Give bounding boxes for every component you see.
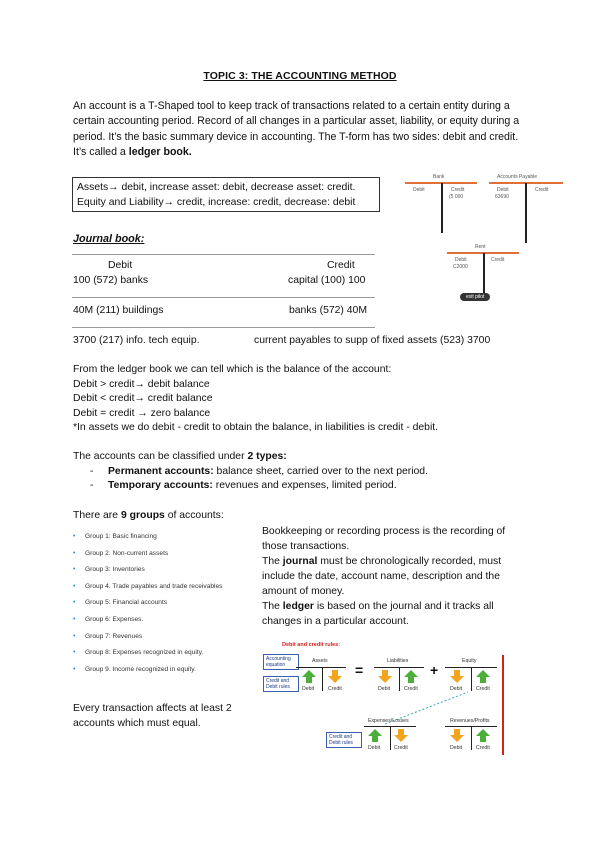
revenues-debit-label: Debit [450, 745, 463, 751]
group-label: Group 6: Expenses. [85, 615, 144, 623]
bank-divider [441, 183, 443, 233]
ledger-post: is based on the journal and it tracks all changes in a particular account. [262, 601, 494, 627]
bookkeeping-p3 [262, 599, 530, 629]
t-account-diagram [405, 172, 565, 307]
assets-credit-label: Credit [328, 686, 342, 692]
classification-intro [73, 450, 428, 465]
journal-row-3-debit: 3700 (217) info. tech equip. [73, 335, 200, 346]
equity-debit-arrow-down-icon [450, 670, 464, 683]
ledger-pre: The [262, 601, 283, 612]
group-item: • Group 5: Financial accounts [73, 599, 168, 607]
ap-title: Accounts Payable [497, 174, 538, 180]
balance-line-2: Debit < credit→ credit balance [73, 393, 213, 404]
group-item: • Group 4. Trade payables and trade receivables [73, 582, 223, 590]
temporary-text: revenues and expenses, limited period. [212, 480, 397, 491]
revenues-credit-arrow-up-icon [476, 729, 490, 742]
journal-rule-3 [72, 327, 375, 328]
liabilities-debit-arrow-down-icon [378, 670, 392, 683]
intro-text: An account is a T-Shaped tool to keep track of transactions related to a certain entity during a certain accounting period. Record of all changes in a particular asset, liability, or equity during a period. It’s the basic summary device in accounting. The T-form has two sides: debit and credit. It’s called a [73, 100, 520, 159]
journal-post: must be chronologically recorded, must include the date, account name, description and the amount of money. [262, 556, 502, 597]
rent-debit-value: C2000 [453, 264, 468, 270]
bank-credit-value: (5 000 [449, 194, 464, 200]
bookkeeping-paragraph [262, 524, 530, 629]
groups-intro-pre: There are [73, 510, 121, 521]
journal-rule-2 [72, 297, 375, 298]
group-label: Group 5: Financial accounts [85, 599, 168, 607]
equity-credit-label: Credit [476, 686, 490, 692]
ap-debit: Debit [497, 187, 509, 193]
equity-label: Equity [462, 658, 477, 664]
expenses-label: Expenses/Losses [368, 718, 409, 724]
assets-divider [322, 667, 323, 691]
bookkeeping-p1: Bookkeeping or recording process is the recording of those transactions. [262, 526, 506, 552]
bank-title: Bank [433, 174, 445, 180]
intro-paragraph [73, 99, 528, 161]
rule-line-2: Equity and Liability→ credit, increase: credit, decrease: debit [77, 197, 356, 208]
equity-debit-label: Debit [450, 686, 463, 692]
classification-item-2: - Temporary accounts: revenues and expenses, limited period. [90, 480, 397, 491]
revenues-debit-arrow-down-icon [450, 729, 464, 742]
group-label: Group 2. Non-current assets [85, 549, 169, 557]
balance-section [73, 363, 438, 436]
groups-intro-bold: 9 groups [120, 510, 165, 521]
expenses-divider [390, 726, 391, 750]
rent-divider [483, 253, 485, 293]
journal-credit-header: Credit [327, 260, 355, 271]
permanent-text: balance sheet, carried over to the next period. [213, 465, 428, 477]
journal-row-2-debit: 40M (211) buildings [73, 305, 164, 316]
assets-debit-label: Debit [302, 686, 315, 692]
liabilities-credit-label: Credit [404, 686, 418, 692]
rule-box [72, 177, 380, 212]
classification-intro-text: The accounts can be classified under [73, 451, 248, 462]
group-item: • Group 9. Income recognized in equity. [73, 665, 196, 673]
groups-intro [73, 509, 224, 524]
assets-debit-arrow-up-icon [302, 670, 316, 683]
rules-box: Credit and Debit rules [263, 676, 299, 692]
permanent-label: Permanent accounts: [108, 465, 214, 477]
lower-rules-box: Credit and Debit rules [326, 732, 362, 748]
group-label: Group 7: Revenues [85, 632, 143, 640]
journal-heading: Journal book: [73, 233, 145, 245]
expenses-credit-arrow-down-icon [394, 729, 408, 742]
group-item: • Group 1: Basic financing [73, 533, 157, 540]
liabilities-credit-arrow-up-icon [404, 670, 418, 683]
every-transaction-text: Every transaction affects at least 2 accounts which must equal. [73, 703, 232, 729]
group-label: Group 8: Expenses recognized in equity. [85, 649, 204, 657]
liabilities-label: Liabilities [387, 658, 409, 664]
page-title: TOPIC 3: THE ACCOUNTING METHOD [203, 70, 397, 82]
group-item: • Group 6: Expenses. [73, 615, 144, 623]
group-item: • Group 2. Non-current assets [73, 549, 169, 557]
assets-rule [296, 667, 346, 668]
group-item: • Group 8: Expenses recognized in equity. [73, 649, 204, 657]
revenues-divider [471, 726, 472, 750]
bank-debit: Debit [413, 187, 425, 193]
ap-debit-value: 63690 [495, 194, 509, 200]
group-item: • Group 3: Inventories [73, 566, 145, 574]
equation-heading: Debit and credit rules: [282, 642, 341, 648]
liabilities-divider [399, 667, 400, 691]
group-label: Group 1: Basic financing [85, 533, 157, 540]
ledger-bold: ledger [282, 601, 314, 612]
ap-divider [525, 183, 527, 243]
temporary-label: Temporary accounts: [108, 480, 213, 491]
rent-debit: Debit [455, 257, 467, 263]
groups-list [73, 532, 222, 681]
assets-label: Assets [312, 658, 328, 664]
intro-bold: ledger book. [128, 146, 192, 159]
accounting-equation-diagram [262, 640, 512, 760]
group-label: Group 4. Trade payables and trade receivables [85, 582, 223, 590]
bookkeeping-p2 [262, 554, 530, 599]
classification-section [73, 450, 428, 494]
rent-credit: Credit [491, 257, 505, 263]
exit-pilot-pill[interactable]: exit pilot [460, 293, 490, 301]
bank-credit: Credit [451, 187, 465, 193]
rule-line-1: Assets→ debit, increase asset: debit, decrease asset: credit. [77, 182, 356, 193]
balance-line-1: Debit > credit→ debit balance [73, 378, 210, 390]
red-vertical-line [502, 655, 504, 755]
revenues-label: Revenues/Profits [450, 718, 490, 724]
journal-row-2-credit: banks (572) 40M [289, 305, 367, 316]
revenues-credit-label: Credit [476, 745, 490, 751]
journal-bold: journal [282, 556, 318, 567]
group-label: Group 9. Income recognized in equity. [85, 665, 196, 673]
assets-credit-arrow-down-icon [328, 670, 342, 683]
plus-sign: + [430, 662, 439, 678]
journal-debit-header: Debit [108, 260, 133, 271]
rent-title: Rent [475, 244, 486, 250]
group-label: Group 3: Inventories [85, 566, 145, 574]
expenses-debit-label: Debit [368, 745, 381, 751]
balance-line-3: Debit = credit → zero balance [73, 407, 211, 419]
expenses-credit-label: Credit [394, 745, 408, 751]
groups-intro-post: of accounts: [164, 510, 224, 521]
journal-row-1-credit: capital (100) 100 [288, 275, 366, 286]
accounting-equation-box: Accounting equation [263, 654, 299, 670]
balance-line-4: *In assets we do debit - credit to obtain the balance, in liabilities is credit - debit. [73, 422, 439, 433]
liabilities-debit-label: Debit [378, 686, 391, 692]
classification-item-1: - Permanent accounts: balance sheet, carried over to the next period. [90, 465, 428, 477]
balance-intro: From the ledger book we can tell which is the balance of the account: [73, 364, 392, 375]
expenses-debit-arrow-up-icon [368, 729, 382, 742]
journal-pre: The [262, 556, 283, 567]
classification-intro-bold: 2 types: [247, 451, 287, 462]
equals-sign: = [355, 662, 364, 678]
equity-divider [471, 667, 472, 691]
journal-row-3-credit: current payables to supp of fixed assets (523) 3700 [254, 335, 491, 346]
ap-credit: Credit [535, 187, 549, 193]
journal-row-1-debit: 100 (572) banks [73, 275, 149, 286]
journal-top-rule [72, 254, 375, 255]
equity-credit-arrow-up-icon [476, 670, 490, 683]
group-item: • Group 7: Revenues [73, 632, 143, 640]
